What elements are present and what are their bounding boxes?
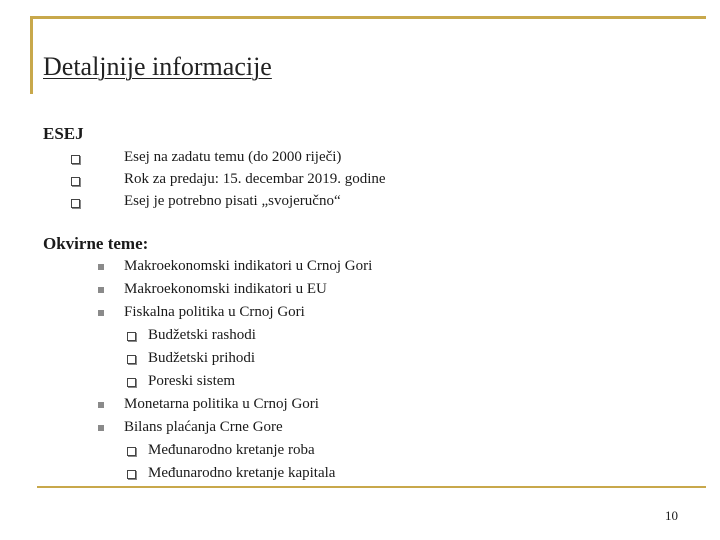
- frame-top-line: [30, 16, 706, 19]
- checkbox-bullet-icon: [127, 447, 136, 456]
- square-bullet-icon: [98, 264, 104, 270]
- checkbox-bullet-icon: [127, 355, 136, 364]
- subtopic-item: Budžetski prihodi: [148, 350, 256, 366]
- page-number: 10: [665, 508, 678, 523]
- slide-title: Detaljnije informacije: [43, 52, 272, 81]
- subtopic-item: Međunarodno kretanje kapitala: [148, 465, 336, 481]
- subtopic-item: Poreski sistem: [148, 373, 236, 389]
- topic-item: Bilans plaćanja Crne Gore: [124, 419, 283, 435]
- subtopic-item: Budžetski rashodi: [148, 327, 256, 343]
- square-bullet-icon: [98, 287, 104, 293]
- square-bullet-icon: [98, 310, 104, 316]
- esej-heading: ESEJ: [43, 124, 84, 143]
- frame-left-line: [30, 16, 33, 94]
- topic-item: Monetarna politika u Crnoj Gori: [124, 396, 319, 412]
- topic-item: Makroekonomski indikatori u EU: [124, 281, 327, 297]
- okvirne-heading: Okvirne teme:: [43, 234, 149, 253]
- square-bullet-icon: [98, 402, 104, 408]
- esej-item: Rok za predaju: 15. decembar 2019. godine: [124, 171, 386, 187]
- square-bullet-icon: [98, 425, 104, 431]
- checkbox-bullet-icon: [71, 155, 80, 164]
- checkbox-bullet-icon: [127, 332, 136, 341]
- checkbox-bullet-icon: [71, 177, 80, 186]
- checkbox-bullet-icon: [71, 199, 80, 208]
- subtopic-item: Međunarodno kretanje roba: [148, 442, 315, 458]
- topic-item: Makroekonomski indikatori u Crnoj Gori: [124, 258, 373, 274]
- frame-bottom-line: [37, 486, 706, 488]
- topic-item: Fiskalna politika u Crnoj Gori: [124, 304, 305, 320]
- checkbox-bullet-icon: [127, 470, 136, 479]
- esej-item: Esej je potrebno pisati „svojeručno“: [124, 193, 341, 209]
- checkbox-bullet-icon: [127, 378, 136, 387]
- esej-item: Esej na zadatu temu (do 2000 riječi): [124, 149, 342, 165]
